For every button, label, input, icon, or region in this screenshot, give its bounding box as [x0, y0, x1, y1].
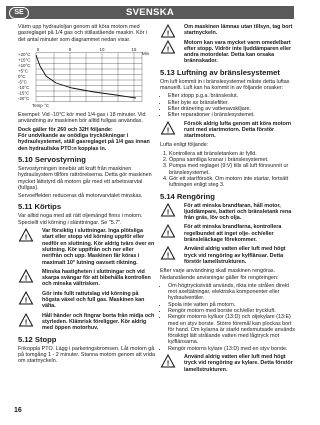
temp-label: 0°C — [18, 73, 26, 79]
bleed-reasons-list — [160, 93, 297, 118]
temp-label: +15°C — [18, 57, 31, 63]
section-heading-513: 5.13 Luftning av bränslesystemet — [160, 67, 280, 77]
temp-label: -10°C — [18, 84, 30, 90]
model-note — [18, 127, 155, 152]
warning-box — [160, 40, 297, 65]
servo-paragraph-2: Servoeffekten reduceras då motorvarvtalet minskas. — [18, 193, 143, 200]
clean-list — [160, 283, 297, 352]
warning-triangle-icon — [160, 40, 180, 54]
temp-label: -5°C — [18, 79, 27, 85]
example-paragraph: Exempel: Vid -10°C kör med 1/4-gas i 18 minuter. Vid användning av maskinen bör alltid fullgas användas. — [18, 112, 146, 125]
svg-text:!: ! — [166, 127, 170, 135]
bleed-paragraph: Om luft kommit in i bränslesystemet måste detta luftas manuellt. Luft kan ha kommit in av följande orsaker: — [160, 78, 290, 92]
warning-triangle-icon — [18, 228, 38, 242]
warning-text: Minska hastigheten i sluttningar och vid skarpa svängar för att bibehålla kontrollen och minska vältrisken. — [42, 268, 151, 288]
warning-triangle-icon — [18, 291, 38, 305]
svg-text:!: ! — [24, 275, 28, 283]
warning-triangle-icon — [160, 354, 180, 368]
svg-text:!: ! — [166, 230, 170, 238]
warning-text: Motorn kan vara mycket varm omedelbart efter stopp. Vidrör inte ljuddämparen eller andra motordelar. Detta kan orsaka brännskador. — [184, 39, 292, 65]
temp-axis-label: Temp °C — [32, 102, 49, 108]
model-note-body: För undvikande av onödiga tryckökningar i hydraulsystemet, ställ gasreglaget på 1/4 gas innan den hydrauliska PTO:n kopplas in. — [18, 133, 150, 152]
section-heading-511: 5.11 Körtips — [18, 202, 62, 212]
list-item: 1. Kontrollera att bränsletanken är fylld. — [169, 151, 297, 157]
warning-box — [18, 228, 155, 266]
list-item: • Rengör motorns kylare (13:D) med en styv borste. — [168, 346, 297, 352]
warning-triangle-icon — [18, 269, 38, 283]
warning-text: Var försiktig i sluttningar. Inga plötsliga start eller stopp vid körning uppför eller nedför en sluttning. Kör aldrig tvärs över en sluttning. Kör uppifrån och ner eller nerifrån och upp. Maskinen får köras i maximalt 10° lutning oavsett riktning. — [42, 228, 155, 266]
warning-text: Gör inte fullt rattutslag vid körning på högsta växel och full gas. Maskinen kan välta. — [42, 290, 145, 310]
svg-text:!: ! — [166, 46, 170, 54]
warning-text: Försök aldrig lufta genom att köra motorn runt med startmotorn. Detta förstör startmotorn. — [184, 120, 292, 140]
warning-text: För att minska brandfaran, håll motor, ljuddämpare, batteri och bränsletank rena från gräs, löv och olja. — [184, 202, 292, 222]
warning-triangle-icon — [160, 246, 180, 260]
warning-text: Använd aldrig vatten eller luft med högt tryck vid rengöring av kylare. Detta förstör lamellstrukturen. — [184, 354, 293, 373]
stop-paragraph: Frikoppla PTO. Lägg i parkeringsbromsen. Låt motorn gå på tomgång 1 - 2 minuter. Stanna motorn genom att vrida om startnyckeln. — [18, 345, 155, 365]
warning-box — [160, 121, 297, 140]
warning-triangle-icon — [18, 313, 38, 327]
svg-text:!: ! — [24, 297, 28, 305]
list-item: 4. Gör ett startförsök. Om motorn inte startar, fortsätt luftningen enligt steg 3. — [169, 176, 297, 189]
list-item: • Om högtryckstvätt används, rikta inte strålen direkt mot axeltätningar, elektriska komponenter eller hydraulventiler. — [168, 283, 297, 302]
list-item: • Efter dränering av vattenavskiljare. — [168, 106, 297, 112]
svg-text:!: ! — [166, 360, 170, 368]
temp-label: -15°C — [18, 90, 30, 96]
warning-text: Om maskinen lämnas utan tillsyn, tag bort startnyckeln. — [184, 24, 293, 37]
svg-text:!: ! — [166, 30, 170, 38]
page-header — [6, 6, 294, 19]
list-item: • Efter byte av bränslefilter. — [168, 100, 297, 106]
list-item: • Spola inte vatten på motorn. — [168, 302, 297, 308]
warning-triangle-icon — [160, 121, 180, 135]
clean-paragraph: Efter varje användning skall maskinen rengöras. Nedanstående anvisningar gäller för rengöringen: — [160, 268, 279, 281]
list-item: • Rengör motorns kylluor (13:D) och oljekylare (13:E) med en styv borste. Större föremål kan plockas bort för hand. Om kylarna är starkt nedsmutsade används försiktigt lätt strålande vatten med lågtryck mot kylflänsarna. — [168, 314, 297, 345]
intro-paragraph: Värm upp hydrauloljan genom att köra motorn med gasreglaget på 1/4 gas och stillastående maskin. Kör i det antal minuter som diagrammet nedan visar. — [18, 24, 148, 43]
warning-text: Håll händer och fingrar borta från midja och styrleden. Klämrisk föreligger. Kör aldrig med öppen motorhuv. — [42, 312, 155, 332]
language-badge: SE — [9, 7, 29, 19]
temp-label: +5°C — [18, 68, 28, 74]
list-item: • Efter reparationer i bränslesystemet. — [168, 112, 297, 118]
warning-triangle-icon — [160, 203, 180, 217]
svg-text:!: ! — [24, 234, 28, 242]
warning-box — [160, 354, 297, 373]
list-item: • Rengör motorn med borste och/eller tryckluft. — [168, 308, 297, 314]
chart-top-tick: 10 — [99, 46, 105, 52]
warning-box — [18, 269, 155, 288]
svg-text:!: ! — [166, 209, 170, 217]
servo-paragraph: Servostyrningen innebär att kraft från maskinen hydraulsystem tillförs rattrörelserna. Detta gör maskinen mycket lättstyrd då motorn går med ett arbetsvarvtal (fullgas). — [18, 165, 152, 191]
section-heading-514: 5.14 Rengöring — [160, 191, 215, 201]
warning-box — [160, 246, 297, 265]
chart-unit: Min — [142, 50, 150, 56]
warning-text: För att minska brandfarna, kontrollera regelbundet att inget olje- och/eller bränsleläckage förekommer. — [184, 224, 282, 244]
section-heading-512: 5.12 Stopp — [18, 334, 57, 344]
warning-text: Använd aldrig vatten eller luft med högt tryck vid rengöring av kylflänsar. Detta förstör lamellstrukturen. — [184, 246, 286, 265]
section-heading-510: 5.10 Servostyrning — [18, 154, 86, 164]
warning-box — [18, 313, 155, 332]
warning-box — [160, 203, 297, 222]
warning-box — [160, 224, 297, 243]
page-number: 16 — [14, 407, 22, 414]
warning-triangle-icon — [160, 224, 180, 238]
chart-top-tick: 5 — [68, 46, 72, 52]
right-column — [160, 24, 297, 376]
warmup-chart — [18, 46, 155, 108]
svg-text:!: ! — [24, 319, 28, 327]
svg-text:!: ! — [166, 252, 170, 260]
model-note-title: Dock gäller för 260 och 32H följande: — [18, 126, 113, 133]
warning-box — [18, 291, 155, 310]
list-item: 3. Pumpa med reglaget (9:V) tills all luft försvunnit ur bränslesystemet. — [169, 163, 297, 176]
page-header-title: SVENSKA — [125, 7, 175, 18]
bleed-steps-intro: Lufta enligt följande: — [160, 142, 209, 149]
temp-label: +20°C — [18, 51, 31, 57]
chart-top-tick: 0 — [36, 46, 40, 52]
left-column — [18, 24, 155, 366]
chart-top-tick: 15 — [131, 46, 137, 52]
list-item: 2. Öppna samtliga kranar i bränslesystemet. — [169, 157, 297, 163]
tips-paragraph: Var alltid noga med att rätt oljemängd finns i motorn. Speciellt vid körning i slänttningar. Se "5.7". — [18, 213, 143, 226]
list-item: • Efter stopp p.g.a. bränsleslut. — [168, 93, 297, 99]
temp-label: -20°C — [18, 95, 30, 101]
bleed-steps-list — [160, 151, 297, 189]
warning-triangle-icon — [160, 24, 180, 38]
temp-label: +10°C — [18, 62, 31, 68]
warning-box — [160, 24, 297, 37]
